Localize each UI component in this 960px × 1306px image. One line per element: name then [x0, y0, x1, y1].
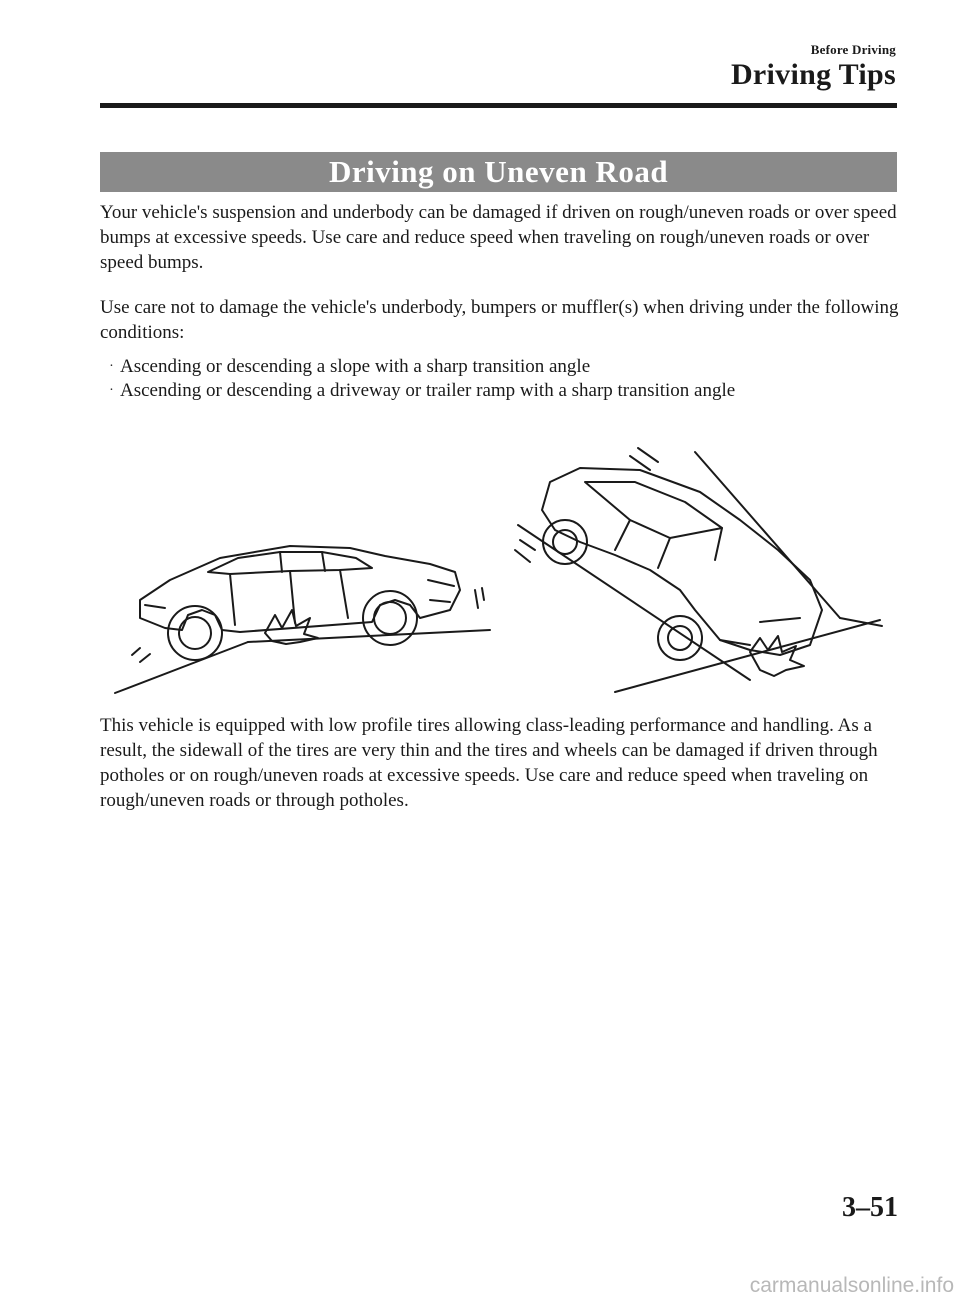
list-item-text: Ascending or descending a slope with a sharp transition angle	[120, 356, 591, 377]
header-rule	[100, 103, 897, 108]
car-slope-transition-illustration	[115, 546, 490, 693]
car-driveway-ramp-illustration	[515, 448, 882, 692]
header-chapter-title: Driving Tips	[730, 58, 896, 91]
bullet-glyph: ·	[109, 383, 114, 398]
conditions-paragraph: Use care not to damage the vehicle's underbody, bumpers or muffler(s) when driving under the following conditions:	[100, 297, 899, 343]
section-title: Driving on Uneven Road	[328, 154, 669, 189]
conditions-list	[103, 355, 893, 403]
watermark: carmanualsonline.info	[749, 1274, 954, 1297]
list-item-text: Ascending or descending a driveway or trailer ramp with a sharp transition angle	[120, 380, 736, 401]
intro-paragraph: Your vehicle's suspension and underbody can be damaged if driven on rough/uneven roads or over speed bumps at excessive speeds. Use care and reduce speed when traveling on rough/uneven roads or over speed bumps.	[100, 202, 897, 273]
header-section-label: Before Driving	[810, 42, 896, 57]
uneven-road-illustration	[110, 440, 890, 700]
list-item	[103, 379, 893, 403]
page-number: 3–51	[842, 1192, 898, 1223]
bullet-glyph: ·	[109, 359, 114, 374]
section-title-bar	[100, 152, 897, 192]
tires-paragraph: This vehicle is equipped with low profile tires allowing class-leading performance and handling. As a result, the sidewall of the tires are very thin and the tires and wheels can be damaged if driven through potholes or on rough/uneven roads at excessive speeds. Use care and reduce speed when traveling on rough/uneven roads or through potholes.	[100, 715, 878, 811]
list-item	[103, 355, 893, 379]
